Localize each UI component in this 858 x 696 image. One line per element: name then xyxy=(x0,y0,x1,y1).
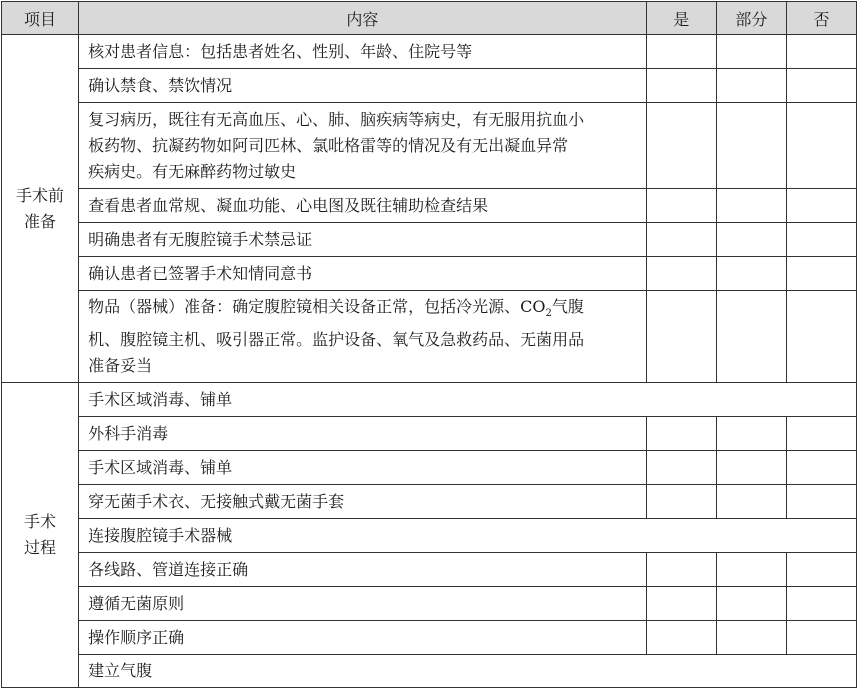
check-part[interactable] xyxy=(716,417,786,451)
check-part[interactable] xyxy=(716,553,786,587)
check-part[interactable] xyxy=(716,587,786,621)
section-pre-op: 手术前 准备 xyxy=(2,35,79,383)
check-part[interactable] xyxy=(716,451,786,485)
content-cell: 确认禁食、禁饮情况 xyxy=(79,69,647,103)
check-yes[interactable] xyxy=(646,553,716,587)
content-cell: 各线路、管道连接正确 xyxy=(79,553,647,587)
subheading-cell: 手术区域消毒、铺单 xyxy=(79,383,857,417)
table-row xyxy=(2,655,857,688)
table-row xyxy=(2,291,857,383)
table-row xyxy=(2,35,857,69)
checklist-table xyxy=(1,1,857,688)
check-yes[interactable] xyxy=(646,621,716,655)
table-row xyxy=(2,485,857,519)
content-cell-equipment xyxy=(79,291,647,383)
table-row xyxy=(2,189,857,223)
check-no[interactable] xyxy=(786,257,856,291)
check-yes[interactable] xyxy=(646,69,716,103)
table-row xyxy=(2,451,857,485)
check-no[interactable] xyxy=(786,189,856,223)
check-yes[interactable] xyxy=(646,103,716,189)
table-row xyxy=(2,553,857,587)
check-no[interactable] xyxy=(786,69,856,103)
check-no[interactable] xyxy=(786,103,856,189)
check-yes[interactable] xyxy=(646,189,716,223)
check-yes[interactable] xyxy=(646,257,716,291)
check-no[interactable] xyxy=(786,485,856,519)
content-cell: 遵循无菌原则 xyxy=(79,587,647,621)
check-part[interactable] xyxy=(716,291,786,383)
table-row xyxy=(2,103,857,189)
check-no[interactable] xyxy=(786,621,856,655)
check-no[interactable] xyxy=(786,417,856,451)
check-part[interactable] xyxy=(716,69,786,103)
check-no[interactable] xyxy=(786,223,856,257)
check-no[interactable] xyxy=(786,451,856,485)
check-yes[interactable] xyxy=(646,485,716,519)
co2-subscript: 2 xyxy=(545,308,552,320)
content-cell: 核对患者信息：包括患者姓名、性别、年龄、住院号等 xyxy=(79,35,647,69)
check-yes[interactable] xyxy=(646,223,716,257)
equipment-text-a: 物品（器械）准备：确定腹腔镜相关设备正常，包括冷光源、CO xyxy=(88,297,546,316)
check-part[interactable] xyxy=(716,257,786,291)
table-row xyxy=(2,587,857,621)
content-cell: 确认患者已签署手术知情同意书 xyxy=(79,257,647,291)
subheading-cell: 建立气腹 xyxy=(79,655,857,688)
check-no[interactable] xyxy=(786,291,856,383)
check-part[interactable] xyxy=(716,189,786,223)
table-row xyxy=(2,69,857,103)
table-row xyxy=(2,621,857,655)
check-part[interactable] xyxy=(716,35,786,69)
table-row xyxy=(2,417,857,451)
header-content: 内容 xyxy=(79,2,647,35)
content-cell: 明确患者有无腹腔镜手术禁忌证 xyxy=(79,223,647,257)
check-part[interactable] xyxy=(716,103,786,189)
check-yes[interactable] xyxy=(646,35,716,69)
check-no[interactable] xyxy=(786,35,856,69)
table-row xyxy=(2,383,857,417)
header-no: 否 xyxy=(786,2,856,35)
equipment-text-b: 气腹 机、腹腔镜主机、吸引器正常。监护设备、氧气及急救药品、无菌用品 准备妥当 xyxy=(88,297,585,376)
content-cell: 复习病历，既往有无高血压、心、肺、脑疾病等病史，有无服用抗血小 板药物、抗凝药物如阿司匹林、氯吡格雷等的情况及有无出凝血异常 疾病史。有无麻醉药物过敏史 xyxy=(79,103,647,189)
check-yes[interactable] xyxy=(646,587,716,621)
check-no[interactable] xyxy=(786,587,856,621)
header-yes: 是 xyxy=(646,2,716,35)
subheading-cell: 连接腹腔镜手术器械 xyxy=(79,519,857,553)
check-part[interactable] xyxy=(716,223,786,257)
header-part: 部分 xyxy=(716,2,786,35)
check-yes[interactable] xyxy=(646,291,716,383)
content-cell: 穿无菌手术衣、无接触式戴无菌手套 xyxy=(79,485,647,519)
header-item: 项目 xyxy=(2,2,79,35)
content-cell: 查看患者血常规、凝血功能、心电图及既往辅助检查结果 xyxy=(79,189,647,223)
content-cell: 外科手消毒 xyxy=(79,417,647,451)
check-yes[interactable] xyxy=(646,417,716,451)
check-part[interactable] xyxy=(716,485,786,519)
check-no[interactable] xyxy=(786,553,856,587)
header-row xyxy=(2,2,857,35)
table-row xyxy=(2,257,857,291)
section-during-op: 手术 过程 xyxy=(2,383,79,688)
check-yes[interactable] xyxy=(646,451,716,485)
table-row xyxy=(2,519,857,553)
check-part[interactable] xyxy=(716,621,786,655)
content-cell: 手术区域消毒、铺单 xyxy=(79,451,647,485)
table-row xyxy=(2,223,857,257)
content-cell: 操作顺序正确 xyxy=(79,621,647,655)
